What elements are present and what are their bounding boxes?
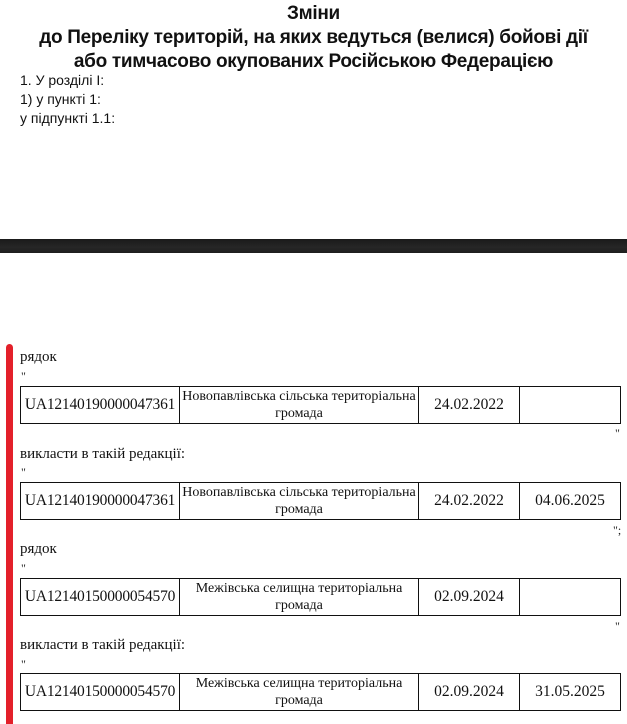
territory-table <box>20 673 621 711</box>
table-row <box>21 387 621 424</box>
change-label: викласти в такій редакції: <box>20 637 186 653</box>
end-date: 31.05.2025 <box>520 674 621 711</box>
start-date: 24.02.2022 <box>419 387 520 424</box>
territory-name: Новопавлівська сільська територіальна громада <box>180 387 419 424</box>
quote-open: " <box>21 465 26 479</box>
clause-section: 1. У розділі I: <box>20 72 105 88</box>
territory-code: UA12140150000054570 <box>21 674 180 711</box>
document-subtitle-line-2: або тимчасово окупованих Російською Федерацією <box>73 51 554 72</box>
table-row <box>21 483 621 520</box>
change-label: рядок <box>20 541 57 557</box>
quote-close: " <box>615 426 620 440</box>
document-header <box>0 0 627 74</box>
change-label: викласти в такій редакції: <box>20 446 186 462</box>
territory-table <box>20 386 621 424</box>
start-date: 02.09.2024 <box>419 579 520 616</box>
start-date: 02.09.2024 <box>419 674 520 711</box>
clause-subpoint: у підпункті 1.1: <box>20 110 116 126</box>
end-date <box>520 387 621 424</box>
quote-close: " <box>615 619 620 633</box>
highlight-marker <box>6 344 13 724</box>
table-row <box>21 579 621 616</box>
quote-close: "; <box>613 523 622 537</box>
territory-code: UA12140190000047361 <box>21 387 180 424</box>
clause-point: 1) у пункті 1: <box>20 91 101 107</box>
change-label: рядок <box>20 349 57 365</box>
document-title: Зміни <box>287 3 340 24</box>
territory-name: Межівська селищна територіальна громада <box>180 579 419 616</box>
territory-code: UA12140150000054570 <box>21 579 180 616</box>
quote-open: " <box>21 561 26 575</box>
end-date: 04.06.2025 <box>520 483 621 520</box>
quote-open: " <box>21 369 26 383</box>
territory-name: Межівська селищна територіальна громада <box>180 674 419 711</box>
territory-table <box>20 482 621 520</box>
document-subtitle-line-1: до Переліку територій, на яких ведуться (велися) бойові дії <box>39 27 588 48</box>
territory-name: Новопавлівська сільська територіальна громада <box>180 483 419 520</box>
intro-clauses <box>20 71 115 128</box>
territory-table <box>20 578 621 616</box>
start-date: 24.02.2022 <box>419 483 520 520</box>
page-divider <box>0 239 627 253</box>
territory-code: UA12140190000047361 <box>21 483 180 520</box>
quote-open: " <box>21 657 26 671</box>
end-date <box>520 579 621 616</box>
table-row <box>21 674 621 711</box>
